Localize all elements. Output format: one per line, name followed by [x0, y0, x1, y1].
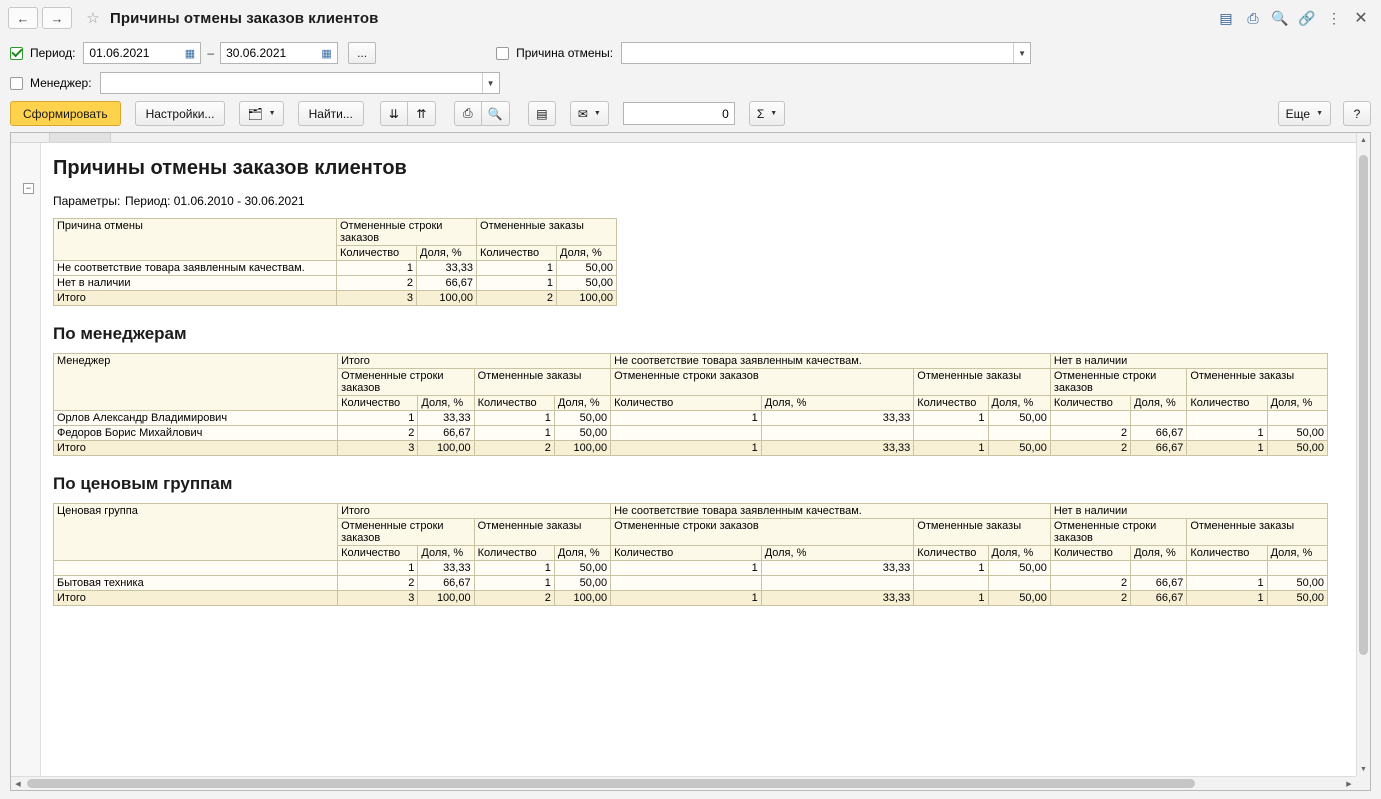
cell: [761, 576, 914, 591]
cell: 1: [474, 411, 554, 426]
expand-collapse-group: [380, 101, 436, 126]
send-mail-button[interactable]: [570, 101, 609, 126]
col-sub-header: Доля, %: [988, 546, 1050, 561]
col-subgroup-header: Отмененные заказы: [474, 519, 611, 546]
col-sub-header: Количество: [1050, 546, 1130, 561]
managers-table[interactable]: [53, 353, 1328, 456]
table-row-total[interactable]: [54, 441, 1328, 456]
scrollbar-corner: [1356, 776, 1370, 790]
cell: 66,67: [418, 426, 474, 441]
parameters-label: Параметры:: [53, 194, 121, 208]
table-row: [54, 504, 1328, 519]
cell: 1: [474, 576, 554, 591]
col-group-header: Отмененные строки заказов: [337, 219, 477, 246]
col-sub-header: Количество: [1187, 546, 1267, 561]
cell: [611, 426, 762, 441]
scroll-right-icon[interactable]: ▶: [1346, 780, 1352, 788]
find-button[interactable]: Найти...: [298, 101, 364, 126]
chevron-down-icon[interactable]: ▼: [593, 110, 601, 117]
table-row-total[interactable]: [54, 291, 617, 306]
col-group-header: Итого: [338, 504, 611, 519]
cell: [914, 576, 988, 591]
col-sub-header: Доля, %: [761, 546, 914, 561]
cell: 3: [337, 291, 417, 306]
col-header-manager: Менеджер: [54, 354, 338, 411]
cell: 1: [914, 441, 988, 456]
cell: [1131, 561, 1187, 576]
cell: 1: [914, 411, 988, 426]
cell: 100,00: [417, 291, 477, 306]
cell: [1187, 561, 1267, 576]
cell: 1: [477, 261, 557, 276]
manager-row: [10, 68, 1371, 98]
cell: 33,33: [761, 591, 914, 606]
cell: 100,00: [557, 291, 617, 306]
cell: 50,00: [1267, 441, 1327, 456]
group-collapse-icon[interactable]: −: [23, 183, 34, 194]
chevron-down-icon[interactable]: ▼: [482, 73, 499, 93]
print-preview-button[interactable]: 🔍: [482, 101, 510, 126]
cell: 1: [611, 591, 762, 606]
cell: 50,00: [988, 441, 1050, 456]
table-row[interactable]: [54, 561, 1328, 576]
cell: 66,67: [1131, 426, 1187, 441]
table-row[interactable]: [54, 576, 1328, 591]
parameters-value: Период: 01.06.2010 - 30.06.2021: [125, 194, 305, 208]
col-sub-header: Доля, %: [761, 396, 914, 411]
col-sub-header: Количество: [1050, 396, 1130, 411]
collapse-all-button[interactable]: ⇈: [408, 101, 436, 126]
mail-icon: ✉: [577, 106, 588, 121]
horizontal-scrollbar[interactable]: [11, 776, 1356, 790]
col-sub-header: Количество: [1187, 396, 1267, 411]
report-gutter: [11, 143, 41, 776]
col-subgroup-header: Отмененные заказы: [1187, 369, 1328, 396]
col-sub-header: Количество: [914, 546, 988, 561]
cancel-reason-input[interactable]: [627, 46, 1013, 60]
col-sub-header: Количество: [337, 246, 417, 261]
row-label: Нет в наличии: [54, 276, 337, 291]
more-label: Еще: [1285, 106, 1311, 121]
col-sub-header: Доля, %: [988, 396, 1050, 411]
cell: 2: [1050, 441, 1130, 456]
price-groups-table[interactable]: [53, 503, 1328, 606]
print-button[interactable]: ⎙: [454, 101, 482, 126]
col-sub-header: Доля, %: [557, 246, 617, 261]
cell: [988, 576, 1050, 591]
cell: 50,00: [554, 411, 610, 426]
report-content: [41, 143, 1356, 776]
col-subgroup-header: Отмененные заказы: [914, 519, 1051, 546]
cell: 100,00: [418, 441, 474, 456]
cell: 66,67: [1131, 576, 1187, 591]
cell: 3: [338, 441, 418, 456]
col-subgroup-header: Отмененные строки заказов: [611, 369, 914, 396]
row-label: Итого: [54, 441, 338, 456]
sum-field[interactable]: 0: [623, 102, 735, 125]
col-sub-header: Доля, %: [1267, 396, 1327, 411]
cell: 2: [1050, 591, 1130, 606]
cell: 2: [1050, 426, 1130, 441]
chevron-down-icon[interactable]: ▼: [1316, 110, 1323, 117]
forward-icon: →: [50, 10, 64, 26]
forward-button[interactable]: [42, 7, 72, 29]
cell: 1: [914, 591, 988, 606]
col-sub-header: Количество: [477, 246, 557, 261]
cell: 66,67: [1131, 591, 1187, 606]
vertical-scroll-thumb[interactable]: [1359, 155, 1368, 655]
cell: 2: [477, 291, 557, 306]
cell: 1: [611, 441, 762, 456]
col-sub-header: Доля, %: [1267, 546, 1327, 561]
cell: 33,33: [761, 561, 914, 576]
cell: 33,33: [417, 261, 477, 276]
calendar-icon[interactable]: ▦: [184, 47, 196, 60]
row-label: Федоров Борис Михайлович: [54, 426, 338, 441]
col-group-header: Нет в наличии: [1050, 504, 1327, 519]
save-icon[interactable]: ▤: [1219, 9, 1233, 26]
calendar-icon[interactable]: ▦: [321, 47, 332, 60]
cell: 2: [1050, 576, 1130, 591]
cell: 1: [1187, 426, 1267, 441]
title-bar: [0, 0, 1381, 36]
favorite-star-icon[interactable]: ☆: [86, 10, 100, 27]
back-button[interactable]: [8, 7, 38, 29]
cell: 1: [477, 276, 557, 291]
col-sub-header: Количество: [338, 396, 418, 411]
manager-label: Менеджер:: [30, 76, 92, 90]
col-sub-header: Количество: [611, 546, 762, 561]
period-from-input[interactable]: [89, 46, 181, 60]
preview-icon[interactable]: 🔍: [1271, 9, 1289, 26]
link-icon[interactable]: 🔗: [1298, 9, 1316, 26]
cancel-reason-field[interactable]: [621, 42, 1031, 64]
chevron-down-icon[interactable]: ▼: [1013, 43, 1030, 63]
page-title: Причины отмены заказов клиентов: [110, 9, 379, 27]
row-label: Итого: [54, 591, 338, 606]
copy-button[interactable]: [239, 101, 283, 126]
col-subgroup-header: Отмененные строки заказов: [611, 519, 914, 546]
col-group-header: Нет в наличии: [1050, 354, 1327, 369]
period-more-button[interactable]: ...: [348, 42, 376, 64]
cell: 50,00: [554, 576, 610, 591]
col-sub-header: Количество: [914, 396, 988, 411]
row-label: Итого: [54, 291, 337, 306]
cell: 50,00: [557, 261, 617, 276]
cancel-reason-label: Причина отмены:: [516, 46, 614, 60]
settings-button[interactable]: Настройки...: [135, 101, 226, 126]
close-icon[interactable]: ✕: [1354, 10, 1368, 27]
period-to-field[interactable]: [220, 42, 338, 64]
col-subgroup-header: Отмененные строки заказов: [1050, 369, 1187, 396]
scroll-left-icon[interactable]: ◀: [15, 780, 21, 788]
cell: 2: [337, 276, 417, 291]
filter-panel: [0, 36, 1381, 98]
cell: 50,00: [1267, 576, 1327, 591]
cell: 2: [474, 441, 554, 456]
help-button[interactable]: ?: [1343, 101, 1371, 126]
scroll-down-icon[interactable]: ▼: [1360, 765, 1367, 773]
period-to-input[interactable]: [226, 46, 318, 60]
cell: [1050, 561, 1130, 576]
cell: 100,00: [554, 441, 610, 456]
manager-field[interactable]: [100, 72, 500, 94]
more-button[interactable]: [1278, 101, 1331, 126]
cell: 50,00: [988, 591, 1050, 606]
manager-checkbox[interactable]: [10, 77, 23, 90]
cell: [1267, 411, 1327, 426]
col-group-header: Отмененные заказы: [477, 219, 617, 246]
col-subgroup-header: Отмененные строки заказов: [338, 369, 475, 396]
col-subgroup-header: Отмененные строки заказов: [338, 519, 475, 546]
folder-copy-icon: 🗂: [247, 106, 263, 121]
col-sub-header: Доля, %: [417, 246, 477, 261]
save-report-button[interactable]: ▤: [528, 101, 556, 126]
col-sub-header: Количество: [611, 396, 762, 411]
cell: 66,67: [418, 576, 474, 591]
cell: 1: [338, 411, 418, 426]
cell: [761, 426, 914, 441]
horizontal-scroll-thumb[interactable]: [27, 779, 1195, 788]
cell: 33,33: [761, 441, 914, 456]
row-label: [54, 561, 338, 576]
print-icon[interactable]: ⎙: [1247, 9, 1259, 26]
more-menu-icon[interactable]: ⋮: [1327, 9, 1341, 26]
table-row: [54, 354, 1328, 369]
report-area: [10, 132, 1371, 791]
cell: 50,00: [557, 276, 617, 291]
cell: 1: [611, 561, 762, 576]
cell: 1: [474, 561, 554, 576]
cell: 33,33: [418, 411, 474, 426]
row-label: Орлов Александр Владимирович: [54, 411, 338, 426]
vertical-scrollbar[interactable]: [1356, 133, 1370, 776]
back-icon: ←: [16, 10, 30, 26]
cell: 1: [611, 411, 762, 426]
col-sub-header: Доля, %: [554, 396, 610, 411]
cell: 66,67: [417, 276, 477, 291]
cell: 1: [1187, 576, 1267, 591]
table-row-total[interactable]: [54, 591, 1328, 606]
cell: 66,67: [1131, 441, 1187, 456]
cell: 50,00: [988, 411, 1050, 426]
manager-input[interactable]: [106, 76, 482, 90]
sum-function-button[interactable]: [749, 101, 785, 126]
col-sub-header: Доля, %: [418, 396, 474, 411]
cell: 50,00: [554, 426, 610, 441]
generate-button[interactable]: Сформировать: [10, 101, 121, 126]
cell: 1: [1187, 591, 1267, 606]
col-subgroup-header: Отмененные строки заказов: [1050, 519, 1187, 546]
col-subgroup-header: Отмененные заказы: [914, 369, 1051, 396]
col-sub-header: Доля, %: [554, 546, 610, 561]
period-checkbox[interactable]: [10, 47, 23, 60]
sigma-icon: Σ: [756, 106, 765, 121]
col-group-header: Не соответствие товара заявленным качествам.: [611, 504, 1051, 519]
expand-all-button[interactable]: ⇊: [380, 101, 408, 126]
table-row[interactable]: [54, 426, 1328, 441]
report-parameters: [53, 194, 1344, 208]
cell: [1131, 411, 1187, 426]
cell: 50,00: [1267, 426, 1327, 441]
cancel-reason-checkbox[interactable]: [496, 47, 509, 60]
cell: 2: [338, 426, 418, 441]
cell: [611, 576, 762, 591]
cell: 1: [914, 561, 988, 576]
period-from-field[interactable]: [83, 42, 201, 64]
col-sub-header: Доля, %: [1131, 546, 1187, 561]
cell: 1: [474, 426, 554, 441]
cell: 50,00: [554, 561, 610, 576]
period-label: Период:: [30, 46, 76, 60]
col-group-header: Не соответствие товара заявленным качествам.: [611, 354, 1051, 369]
cell: 100,00: [554, 591, 610, 606]
table-row[interactable]: [54, 261, 617, 276]
col-subgroup-header: Отмененные заказы: [474, 369, 611, 396]
row-label: Бытовая техника: [54, 576, 338, 591]
col-sub-header: Доля, %: [1131, 396, 1187, 411]
cell: 2: [338, 576, 418, 591]
table-row[interactable]: [54, 411, 1328, 426]
title-tools: [1214, 6, 1373, 30]
row-label: Не соответствие товара заявленным качествам.: [54, 261, 337, 276]
col-sub-header: Количество: [474, 396, 554, 411]
cell: 1: [338, 561, 418, 576]
table-row[interactable]: [54, 276, 617, 291]
spreadsheet-column-header[interactable]: [11, 133, 1370, 143]
report-title: Причины отмены заказов клиентов: [53, 157, 407, 179]
cell: 100,00: [418, 591, 474, 606]
cell: [914, 426, 988, 441]
col-sub-header: Доля, %: [418, 546, 474, 561]
col-group-header: Итого: [338, 354, 611, 369]
col-sub-header: Количество: [338, 546, 418, 561]
cell: [988, 426, 1050, 441]
cell: 3: [338, 591, 418, 606]
table-row: [54, 219, 617, 246]
command-bar: [0, 98, 1381, 132]
chevron-down-icon[interactable]: ▼: [770, 110, 778, 117]
col-header-price-group: Ценовая группа: [54, 504, 338, 561]
report-body: [11, 143, 1356, 776]
col-sub-header: Количество: [474, 546, 554, 561]
cell: [1187, 411, 1267, 426]
period-separator: –: [207, 46, 215, 60]
cell: [1050, 411, 1130, 426]
cell: 33,33: [418, 561, 474, 576]
section-heading-price-groups: По ценовым группам: [53, 474, 233, 493]
scroll-up-icon[interactable]: ▲: [1360, 136, 1367, 144]
cell: 1: [1187, 441, 1267, 456]
chevron-down-icon[interactable]: ▼: [268, 110, 276, 117]
col-subgroup-header: Отмененные заказы: [1187, 519, 1328, 546]
section-heading-managers: По менеджерам: [53, 324, 187, 343]
cell: [1267, 561, 1327, 576]
cell: 50,00: [1267, 591, 1327, 606]
cell: 33,33: [761, 411, 914, 426]
reasons-table[interactable]: [53, 218, 617, 306]
cell: 50,00: [988, 561, 1050, 576]
print-group: [454, 101, 510, 126]
col-header-reason: Причина отмены: [54, 219, 337, 261]
cell: 2: [474, 591, 554, 606]
period-row: [10, 38, 1371, 68]
cell: 1: [337, 261, 417, 276]
